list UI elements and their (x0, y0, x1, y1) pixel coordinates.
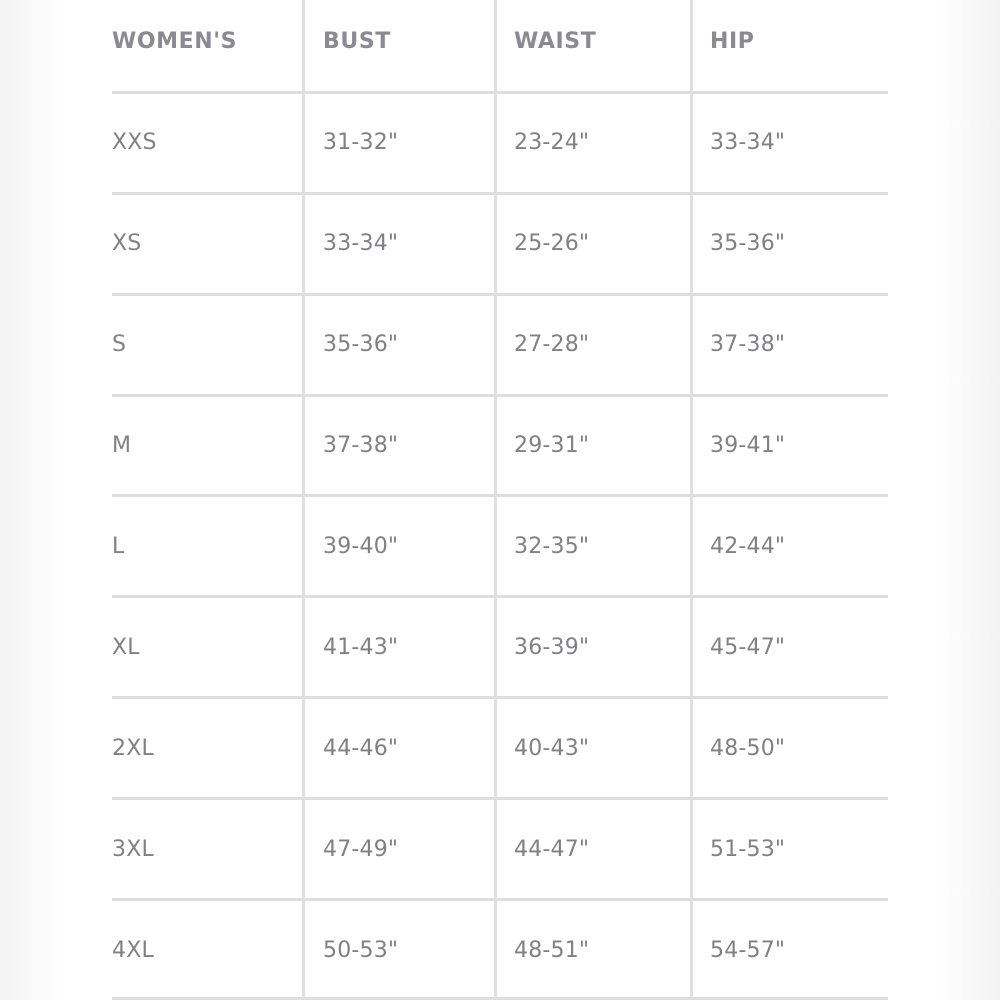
cell-waist: 48-51" (514, 938, 590, 963)
cell-size: 3XL (112, 837, 154, 862)
cell-size: S (112, 332, 127, 357)
cell-hip: 45-47" (710, 635, 786, 660)
cell-waist: 40-43" (514, 736, 590, 761)
cell-hip: 39-41" (710, 433, 786, 458)
cell-hip: 37-38" (710, 332, 786, 357)
row-divider (112, 898, 888, 901)
column-divider (494, 0, 497, 1000)
cell-size: M (112, 433, 132, 458)
cell-waist: 25-26" (514, 231, 590, 256)
cell-size: 2XL (112, 736, 154, 761)
header-bust: BUST (323, 29, 391, 54)
cell-hip: 54-57" (710, 938, 786, 963)
size-chart-table (112, 0, 888, 1000)
cell-bust: 44-46" (323, 736, 399, 761)
cell-waist: 29-31" (514, 433, 590, 458)
row-divider (112, 293, 888, 296)
cell-hip: 42-44" (710, 534, 786, 559)
cell-waist: 23-24" (514, 130, 590, 155)
cell-waist: 44-47" (514, 837, 590, 862)
cell-bust: 35-36" (323, 332, 399, 357)
header-womens: WOMEN'S (112, 29, 238, 54)
header-hip: HIP (710, 29, 755, 54)
cell-bust: 37-38" (323, 433, 399, 458)
cell-bust: 50-53" (323, 938, 399, 963)
row-divider (112, 797, 888, 800)
cell-bust: 33-34" (323, 231, 399, 256)
row-divider (112, 91, 888, 94)
cell-size: XS (112, 231, 142, 256)
header-waist: WAIST (514, 29, 597, 54)
cell-hip: 51-53" (710, 837, 786, 862)
cell-bust: 39-40" (323, 534, 399, 559)
row-divider (112, 595, 888, 598)
cell-size: XL (112, 635, 140, 660)
cell-waist: 27-28" (514, 332, 590, 357)
row-divider (112, 394, 888, 397)
cell-size: L (112, 534, 125, 559)
cell-hip: 48-50" (710, 736, 786, 761)
cell-size: 4XL (112, 938, 154, 963)
row-divider (112, 494, 888, 497)
cell-bust: 47-49" (323, 837, 399, 862)
cell-size: XXS (112, 130, 157, 155)
row-divider (112, 696, 888, 699)
cell-bust: 31-32" (323, 130, 399, 155)
column-divider (690, 0, 693, 1000)
cell-hip: 33-34" (710, 130, 786, 155)
column-divider (302, 0, 305, 1000)
cell-bust: 41-43" (323, 635, 399, 660)
cell-hip: 35-36" (710, 231, 786, 256)
row-divider (112, 192, 888, 195)
cell-waist: 32-35" (514, 534, 590, 559)
cell-waist: 36-39" (514, 635, 590, 660)
